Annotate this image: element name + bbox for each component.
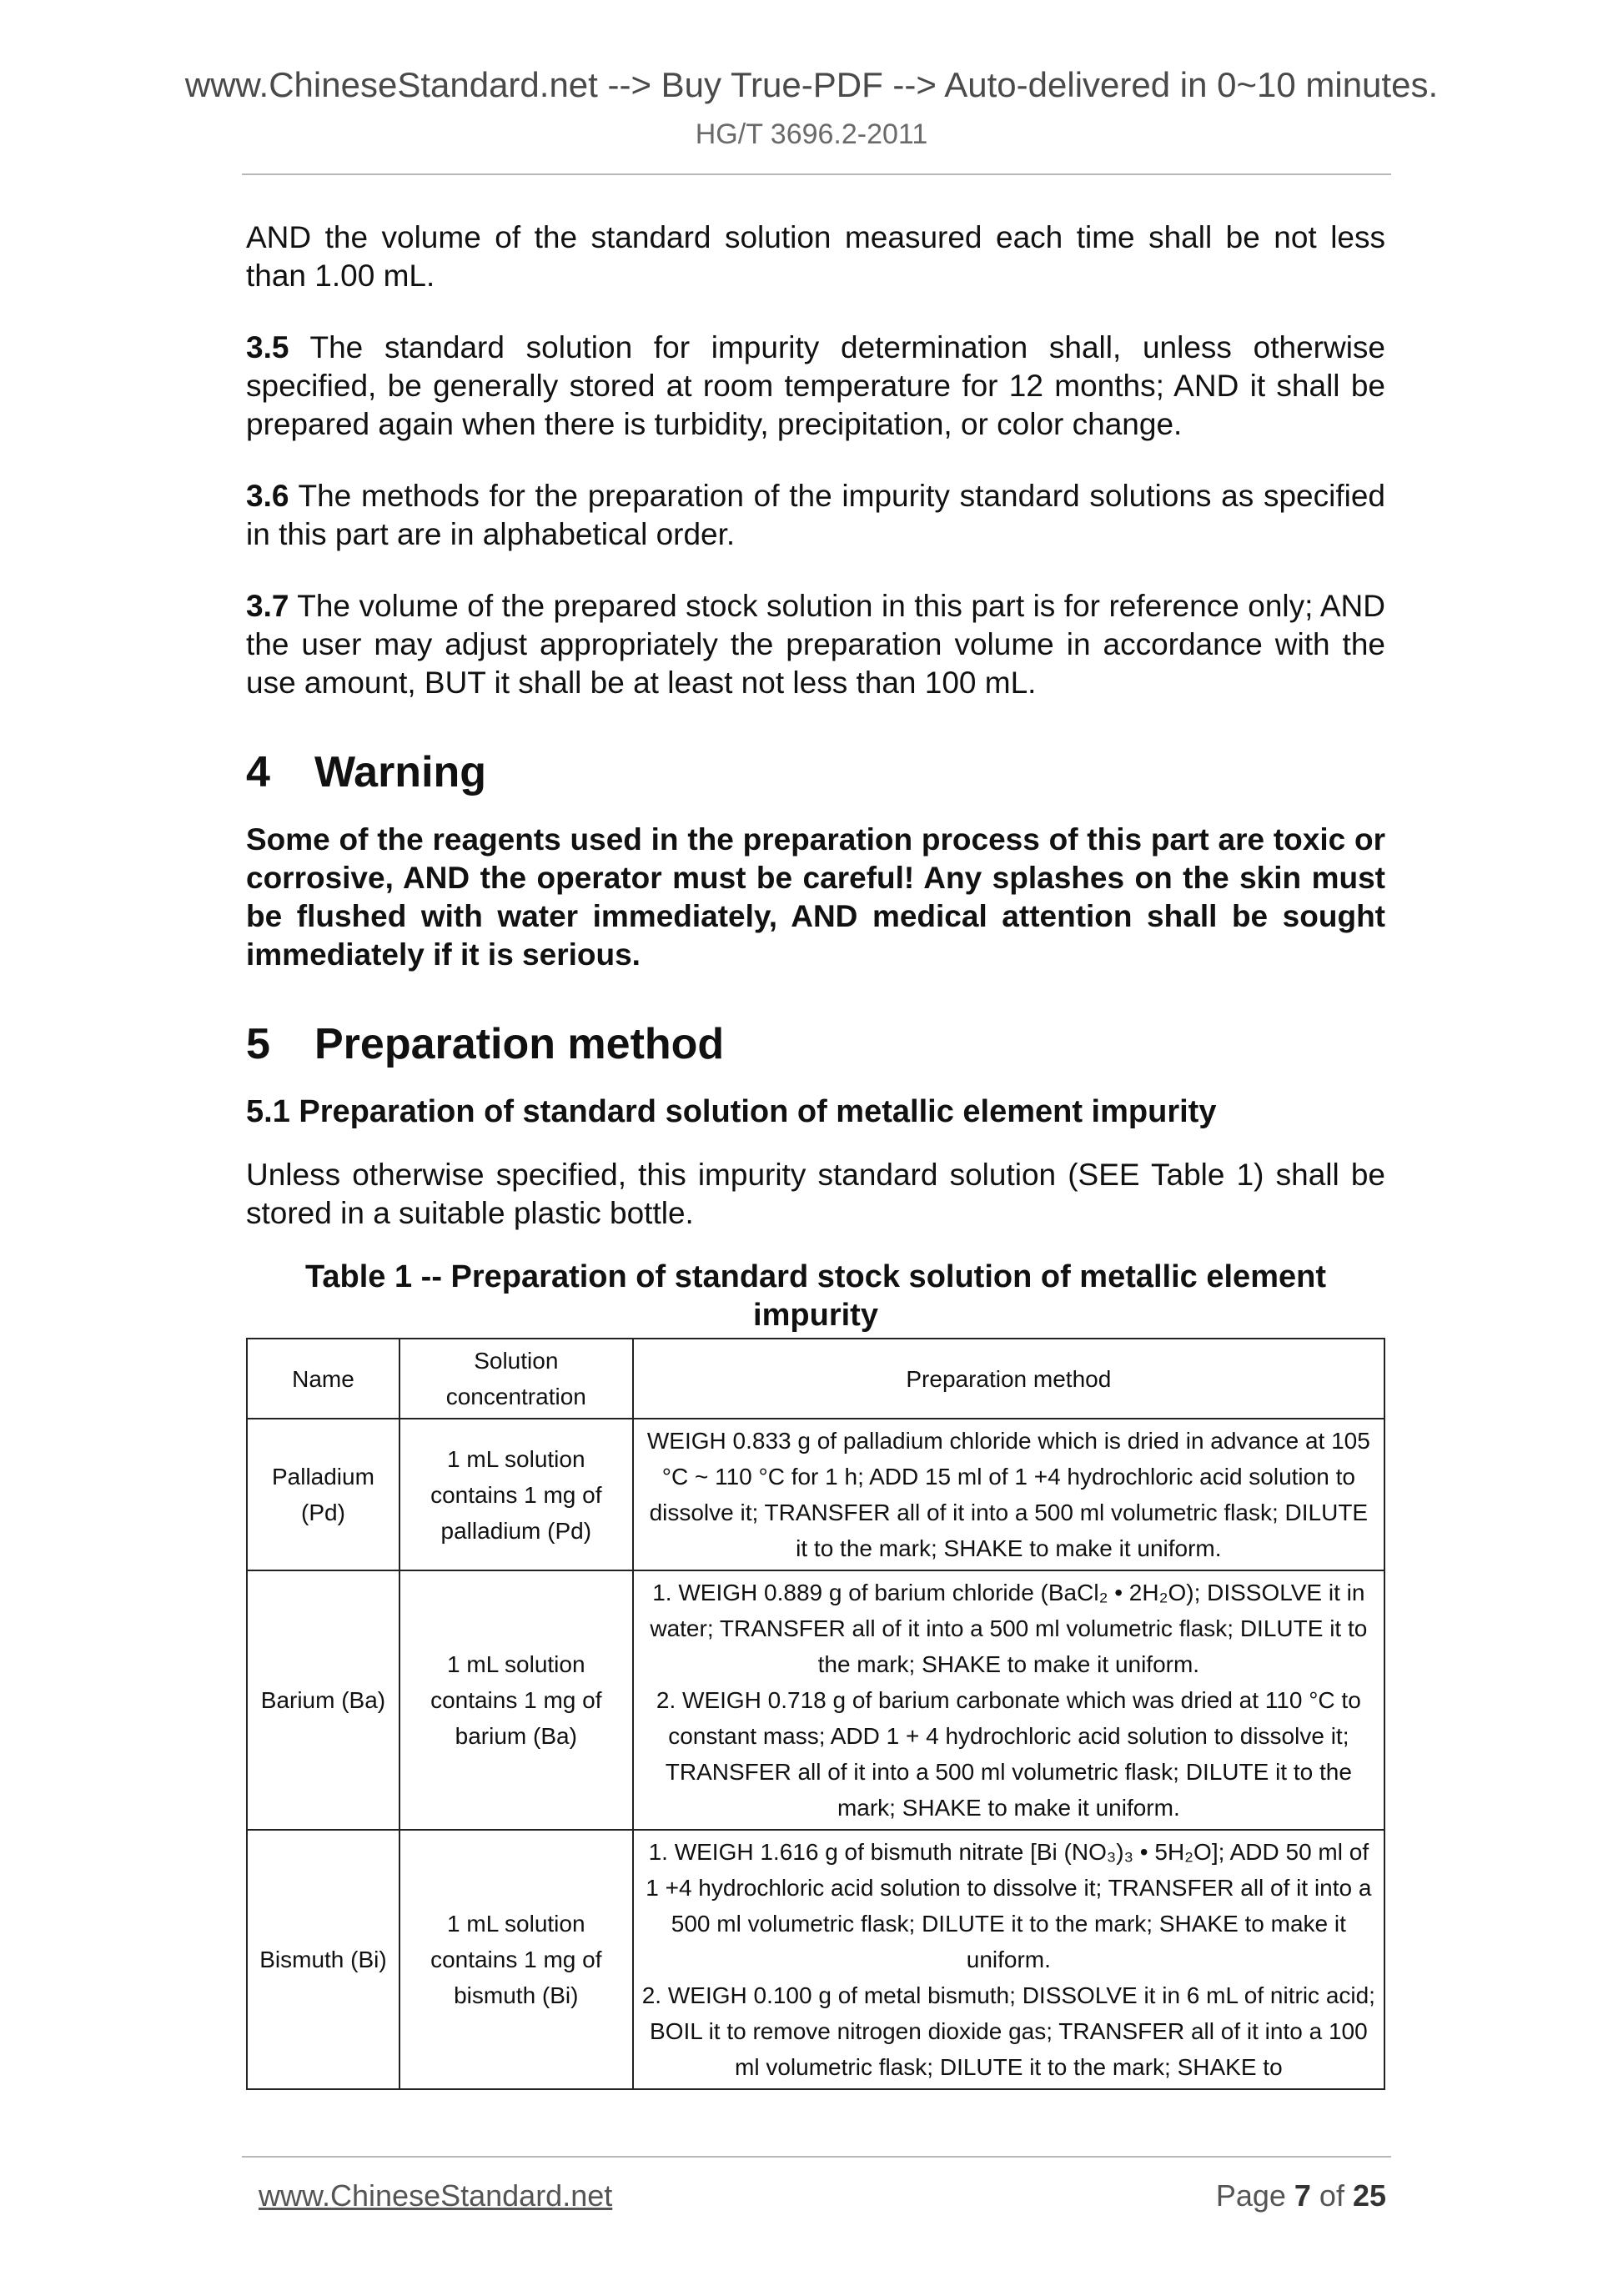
section-5-heading — [246, 1019, 1385, 1069]
section-number: 5 — [246, 1020, 270, 1068]
header-banner[interactable]: www.ChineseStandard.net --> Buy True-PDF --> Auto-delivered in 0~10 minutes. — [184, 65, 1439, 104]
footer-link[interactable]: www.ChineseStandard.net — [259, 2178, 613, 2213]
subsection-5-1-text: Unless otherwise specified, this impurity standard solution (SEE Table 1) shall be stored in a suitable plastic bottle. — [246, 1158, 1385, 1230]
cell-concentration: 1 mL solution contains 1 mg of palladium (Pd) — [399, 1419, 633, 1570]
method-step: WEIGH 0.833 g of palladium chloride which is dried in advance at 105 °C ~ 110 °C for 1 h; ADD 15 ml of 1 +4 hydrochloric acid solution to dissolve it; TRANSFER all of it into a 500 ml volumetric flask; DILUTE it to the mark; SHAKE to make it uniform. — [646, 1428, 1370, 1561]
warning-text: Some of the reagents used in the preparation process of this part are toxic or corrosive, AND the operator must be careful! Any splashes on the skin must be flushed with water immediately, AND medical attention shall be sought immediately if it is serious. — [246, 822, 1385, 972]
header-name: Name — [247, 1339, 399, 1419]
clause-3-6 — [246, 477, 1385, 554]
page-total: 25 — [1352, 2178, 1386, 2213]
cell-method — [633, 1830, 1384, 2089]
clause-number: 3.6 — [246, 479, 289, 513]
clause-text: The volume of the prepared stock solution in this part is for reference only; AND the user may adjust appropriately the preparation volume in accordance with the use amount, BUT it shall be at least not less than 100 mL. — [246, 589, 1385, 700]
preparation-table — [246, 1338, 1385, 2090]
page-current: 7 — [1294, 2178, 1311, 2213]
cell-name: Palladium (Pd) — [247, 1419, 399, 1570]
table-row-bismuth — [247, 1830, 1384, 2089]
subsection-5-1-heading: 5.1 Preparation of standard solution of metallic element impurity — [246, 1094, 1217, 1129]
page-number — [1216, 2178, 1386, 2213]
method-step: 1. WEIGH 0.889 g of barium chloride (BaCl₂ • 2H₂O); DISSOLVE it in water; TRANSFER all of it into a 500 ml volumetric flask; DILUTE it to the mark; SHAKE to make it uniform. — [650, 1580, 1368, 1677]
table-header-row — [247, 1339, 1384, 1419]
table-row-palladium — [247, 1419, 1384, 1570]
footer-divider — [242, 2156, 1391, 2158]
cell-method — [633, 1570, 1384, 1830]
clause-number: 3.7 — [246, 589, 289, 623]
table-caption: Table 1 -- Preparation of standard stock solution of metallic element impurity — [305, 1259, 1326, 1333]
table-row-barium — [247, 1570, 1384, 1830]
clause-3-7 — [246, 587, 1385, 702]
section-title: Preparation method — [314, 1020, 725, 1068]
clause-3-5 — [246, 329, 1385, 444]
cell-name: Bismuth (Bi) — [247, 1830, 399, 2089]
clause-number: 3.5 — [246, 330, 289, 364]
header-concentration: Solution concentration — [399, 1339, 633, 1419]
page-of-label: of — [1310, 2178, 1353, 2213]
header-method: Preparation method — [633, 1339, 1384, 1419]
section-title: Warning — [314, 748, 487, 796]
standard-id: HG/T 3696.2-2011 — [695, 118, 928, 150]
method-step: 2. WEIGH 0.100 g of metal bismuth; DISSOLVE it in 6 mL of nitric acid; BOIL it to remove nitrogen dioxide gas; TRANSFER all of it into a 100 ml volumetric flask; DILUTE it to the mark; SHAKE to — [641, 1982, 1375, 2080]
cell-method — [633, 1419, 1384, 1570]
clause-text: The standard solution for impurity determination shall, unless otherwise specified, be generally stored at room temperature for 12 months; AND it shall be prepared again when there is turbidity, precipitation, or color change. — [246, 330, 1385, 441]
page-label: Page — [1215, 2178, 1294, 2213]
cell-concentration: 1 mL solution contains 1 mg of bismuth (Bi) — [399, 1830, 633, 2089]
page-content — [246, 219, 1385, 2090]
method-step: 2. WEIGH 0.718 g of barium carbonate which was dried at 110 °C to constant mass; ADD 1 + 4 hydrochloric acid solution to dissolve it; TRANSFER all of it into a 500 ml volumetric flask; DILUTE it to the mark; SHAKE to make it uniform. — [656, 1687, 1361, 1821]
section-number: 4 — [246, 748, 270, 796]
header-divider — [242, 173, 1391, 175]
method-step: 1. WEIGH 1.616 g of bismuth nitrate [Bi (NO₃)₃ • 5H₂O]; ADD 50 ml of 1 +4 hydrochloric acid solution to dissolve it; TRANSFER all of it into a 500 ml volumetric flask; DILUTE it to the mark; SHAKE to make it uniform. — [646, 1839, 1372, 1972]
cell-concentration: 1 mL solution contains 1 mg of barium (Ba) — [399, 1570, 633, 1830]
continuation-paragraph: AND the volume of the standard solution measured each time shall be not less than 1.00 mL. — [246, 220, 1385, 293]
clause-text: The methods for the preparation of the impurity standard solutions as specified in this part are in alphabetical order. — [246, 479, 1385, 551]
section-4-heading — [246, 747, 1385, 797]
cell-name: Barium (Ba) — [247, 1570, 399, 1830]
